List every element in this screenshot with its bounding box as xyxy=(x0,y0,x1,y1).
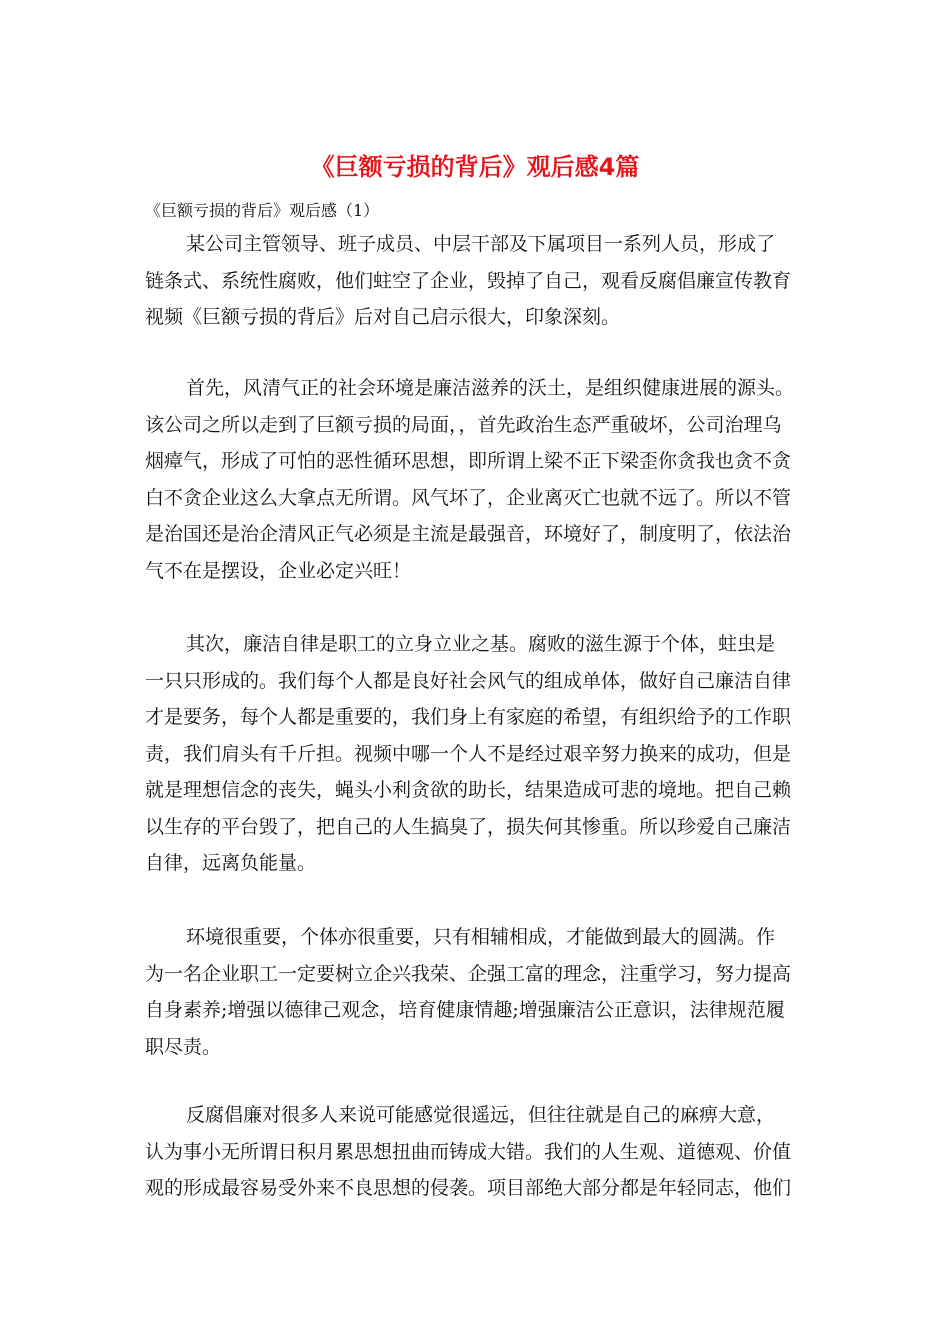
paragraph-line: 白不贪企业这么大拿点无所谓。风气坏了，企业离灭亡也就不远了。所以不管 xyxy=(145,486,792,509)
paragraph-line: 该公司之所以走到了巨额亏损的局面，，首先政治生态严重破坏，公司治理乌 xyxy=(145,413,782,436)
paragraph-line: 气不在是摆设，企业必定兴旺！ xyxy=(145,559,412,582)
paragraph-line: 一只只形成的。我们每个人都是良好社会风气的组成单体，做好自己廉洁自律 xyxy=(145,669,792,692)
paragraph-4 xyxy=(145,919,815,1065)
paragraph-line: 视频《巨额亏损的背后》后对自己启示很大，印象深刻。 xyxy=(145,306,621,328)
paragraph-line: 就是理想信念的丧失，蝇头小利贪欲的助长，结果造成可悲的境地。把自己赖 xyxy=(145,779,792,801)
paragraph-line: 才是要务，每个人都是重要的，我们身上有家庭的希望，有组织给予的工作职 xyxy=(145,706,792,728)
paragraph-line: 环境很重要，个体亦很重要，只有相辅相成，才能做到最大的圆满。作 xyxy=(186,926,776,948)
paragraph-line: 职尽责。 xyxy=(145,1035,222,1058)
paragraph-line: 为一名企业职工一定要树立企兴我荣、企强工富的理念，注重学习，努力提高 xyxy=(145,962,792,985)
paragraph-2 xyxy=(145,370,815,589)
paragraph-line: 认为事小无所谓日积月累思想扭曲而铸成大错。我们的人生观、道德观、价值 xyxy=(145,1140,792,1163)
paragraph-line: 某公司主管领导、班子成员、中层干部及下属项目一系列人员，形成了 xyxy=(186,233,776,255)
paragraph-line: 自律，远离负能量。 xyxy=(145,852,317,874)
paragraph-1 xyxy=(145,226,815,336)
paragraph-line: 链条式、系统性腐败，他们蛀空了企业，毁掉了自己，观看反腐倡廉宣传教育 xyxy=(145,269,792,292)
paragraph-5 xyxy=(145,1097,815,1207)
paragraph-line: 是治国还是治企清风正气必须是主流是最强音，环境好了，制度明了，依法治 xyxy=(145,523,792,545)
paragraph-line: 自身素养;增强以德律己观念，培育健康情趣;增强廉洁公正意识，法律规范履 xyxy=(145,999,785,1021)
paragraph-line: 其次，廉洁自律是职工的立身立业之基。腐败的滋生源于个体，蛀虫是 xyxy=(186,633,776,655)
paragraph-3 xyxy=(145,626,815,882)
paragraph-line: 烟瘴气，形成了可怕的恶性循环思想，即所谓上梁不正下梁歪你贪我也贪不贪 xyxy=(145,450,792,472)
paragraph-line: 责，我们肩头有千斤担。视频中哪一个人不是经过艰辛努力换来的成功，但是 xyxy=(145,742,792,765)
paragraph-line: 反腐倡廉对很多人来说可能感觉很遥远，但往往就是自己的麻痹大意， xyxy=(186,1104,776,1126)
section-heading: 《巨额亏损的背后》观后感（1） xyxy=(145,201,380,220)
document-title: 《巨额亏损的背后》观后感4篇 xyxy=(310,153,640,181)
paragraph-line: 观的形成最容易受外来不良思想的侵袭。项目部绝大部分都是年轻同志，他们 xyxy=(145,1177,792,1199)
paragraph-line: 首先，风清气正的社会环境是廉洁滋养的沃土，是组织健康进展的源头。 xyxy=(186,377,795,399)
paragraph-line: 以生存的平台毁了，把自己的人生搞臭了，损失何其惨重。所以珍爱自己廉洁 xyxy=(145,815,792,838)
